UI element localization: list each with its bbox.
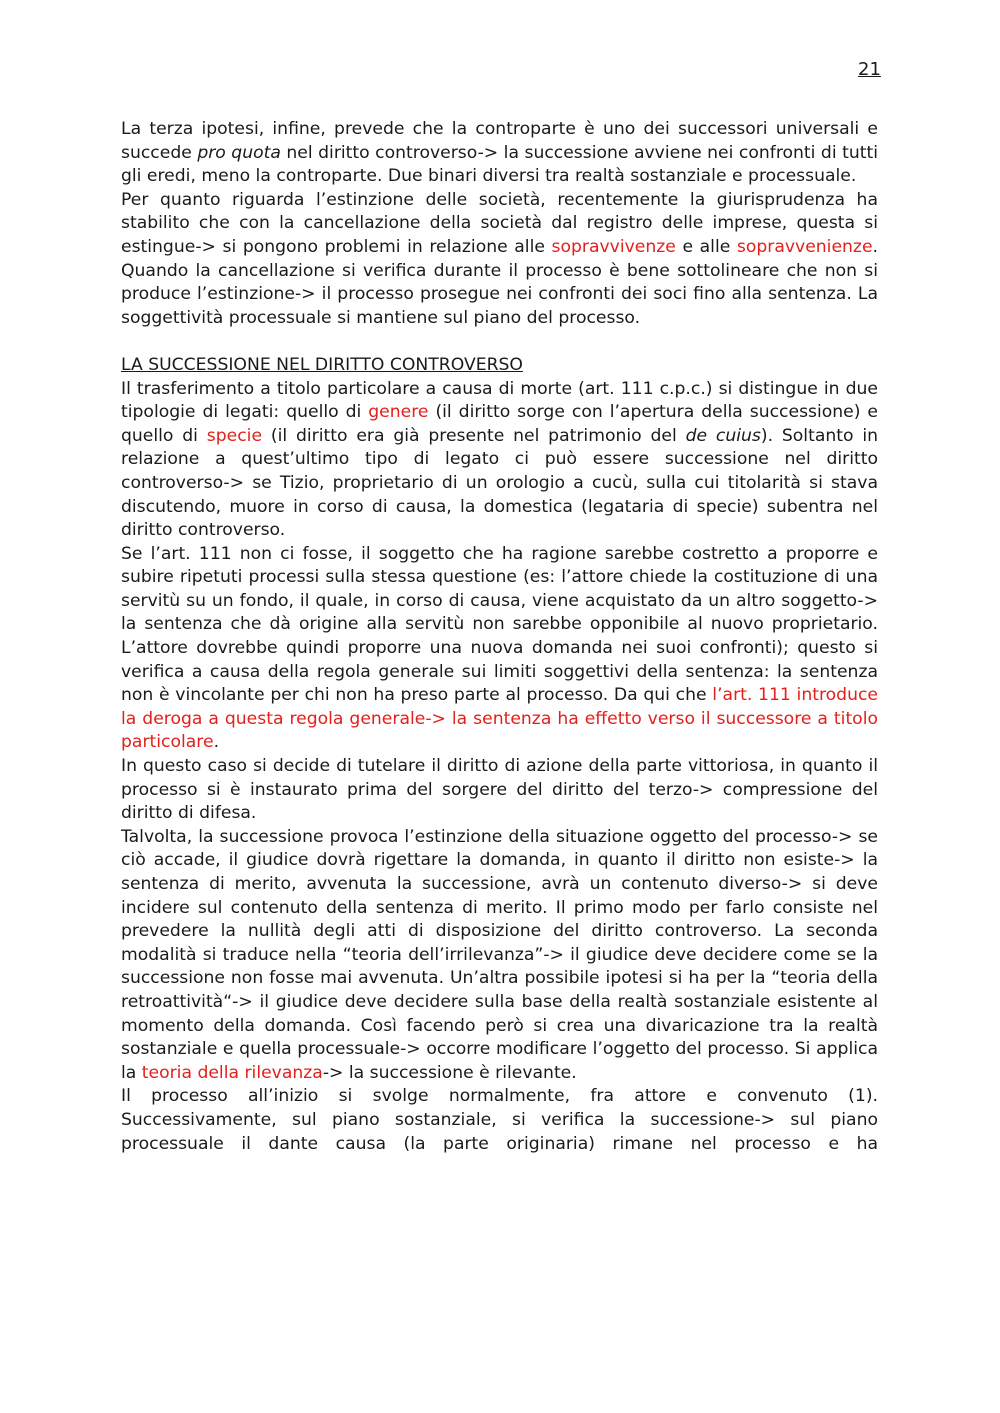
paragraph-trasferimento — [121, 378, 878, 543]
text-run: . Quando la cancellazione si verifica durante il processo è bene sottolineare che non si produce l’estinzione-> il processo prosegue nei confronti dei soci fino alla sentenza. La soggettività processuale si mantiene sul piano del processo. — [121, 236, 878, 328]
text-run: nel diritto controverso-> la successione avviene nei confronti di tutti gli eredi, meno la controparte. Due binari diversi tra realtà sostanziale e processuale. — [121, 142, 878, 187]
page-number: 21 — [858, 59, 881, 80]
italic-text: de cuius — [685, 425, 761, 446]
highlighted-text: specie — [206, 425, 263, 446]
text-run: In questo caso si decide di tutelare il diritto di azione della parte vittoriosa, in quanto il processo si è instaurato prima del sorgere del diritto del terzo-> compressione del diritto di difesa. — [121, 756, 878, 824]
text-run: Talvolta, la successione provoca l’estinzione della situazione oggetto del processo-> se ciò accade, il giudice dovrà rigettare la domanda, in quanto il diritto non esiste-> la sentenza di merito, avvenuta la successione, avrà un contenuto diverso-> si deve incidere sul contenuto della sentenza di merito. Il primo modo per farlo consiste nel prevedere la nullità degli atti di disposizione del diritto controverso. La seconda modalità si traduce nella “teoria dell’irrilevanza”-> il giudice deve decidere come se la successione non fosse mai avvenuta. Un’altra possibile ipotesi si ha per la “teoria della retroattività“-> il giudice deve decidere sulla base della realtà sostanziale esistente al momento della domanda. Così facendo però si crea una divaricazione tra la realtà sostanziale e quella processuale-> occorre modificare l’oggetto del processo. Si applica la — [121, 826, 878, 1083]
text-run: . — [213, 732, 220, 753]
paragraph-processo-inizio — [121, 1085, 878, 1156]
paragraph-tutela — [121, 755, 878, 826]
highlighted-text: genere — [368, 402, 429, 423]
text-run: -> la successione è rilevante. — [322, 1062, 577, 1083]
text-run: e alle — [675, 236, 737, 257]
highlighted-text: sopravvivenze — [551, 236, 676, 257]
text-run: ). Soltanto in relazione a quest’ultimo tipo di legato ci può essere successione nel diritto controverso-> se Tizio, proprietario di un orologio a cucù, sulla cui titolarità si stava discutendo, muore in corso di causa, la domestica (legataria di specie) subentra nel diritto controverso. — [121, 425, 878, 541]
italic-text: pro quota — [197, 142, 281, 163]
document-body — [121, 118, 878, 1156]
text-run: (il diritto sorge con l’apertura della successione) e quello di — [121, 402, 879, 446]
text-run: Se l’art. 111 non ci fosse, il soggetto che ha ragione sarebbe costretto a proporre e subire ripetuti processi sulla stessa questione (es: l’attore chiede la costituzione di una servitù su un fondo, il quale, in corso di causa, viene acquistato da un altro soggetto-> la sentenza che dà origine alla servitù non sarebbe opponibile al nuovo proprietario. L’attore dovrebbe quindi proporre una nuova domanda nei suoi confronti); questo si verifica a causa della regola generale sui limiti soggettivi della sentenza: la sentenza non è vincolante per chi non ha preso parte al processo. Da qui che — [121, 543, 878, 706]
text-run: Il trasferimento a titolo particolare a causa di morte (art. 111 c.p.c.) si distingue in due tipologie di legati: quello di — [121, 378, 878, 423]
text-run: La terza ipotesi, infine, prevede che la controparte è uno dei successori universali e succede — [121, 119, 878, 163]
text-run: (il diritto era già presente nel patrimonio del — [262, 425, 686, 446]
text-run: Per quanto riguarda l’estinzione delle società, recentemente la giurisprudenza ha stabilito che con la cancellazione della società dal registro delle imprese, questa si estingue-> si pongono problemi in relazione alle — [121, 189, 878, 257]
paragraph-art-111 — [121, 543, 878, 755]
highlighted-text: l’art. 111 introduce la deroga a questa regola generale-> la sentenza ha effetto verso il successore a titolo particolare — [121, 685, 879, 753]
highlighted-text: sopravvenienze — [736, 236, 873, 257]
paragraph-talvolta — [121, 826, 878, 1086]
highlighted-text: teoria della rilevanza — [141, 1062, 323, 1083]
text-run: Il processo all’inizio si svolge normalmente, fra attore e convenuto (1). Successivamente, sul piano sostanziale, si verifica la successione-> sul piano processuale il dante causa (la parte originaria) rimane nel processo e ha — [121, 1086, 878, 1154]
paragraph-terza-ipotesi — [121, 118, 878, 189]
section-heading: LA SUCCESSIONE NEL DIRITTO CONTROVERSO — [121, 354, 523, 375]
paragraph-estinzione-societa — [121, 189, 878, 331]
